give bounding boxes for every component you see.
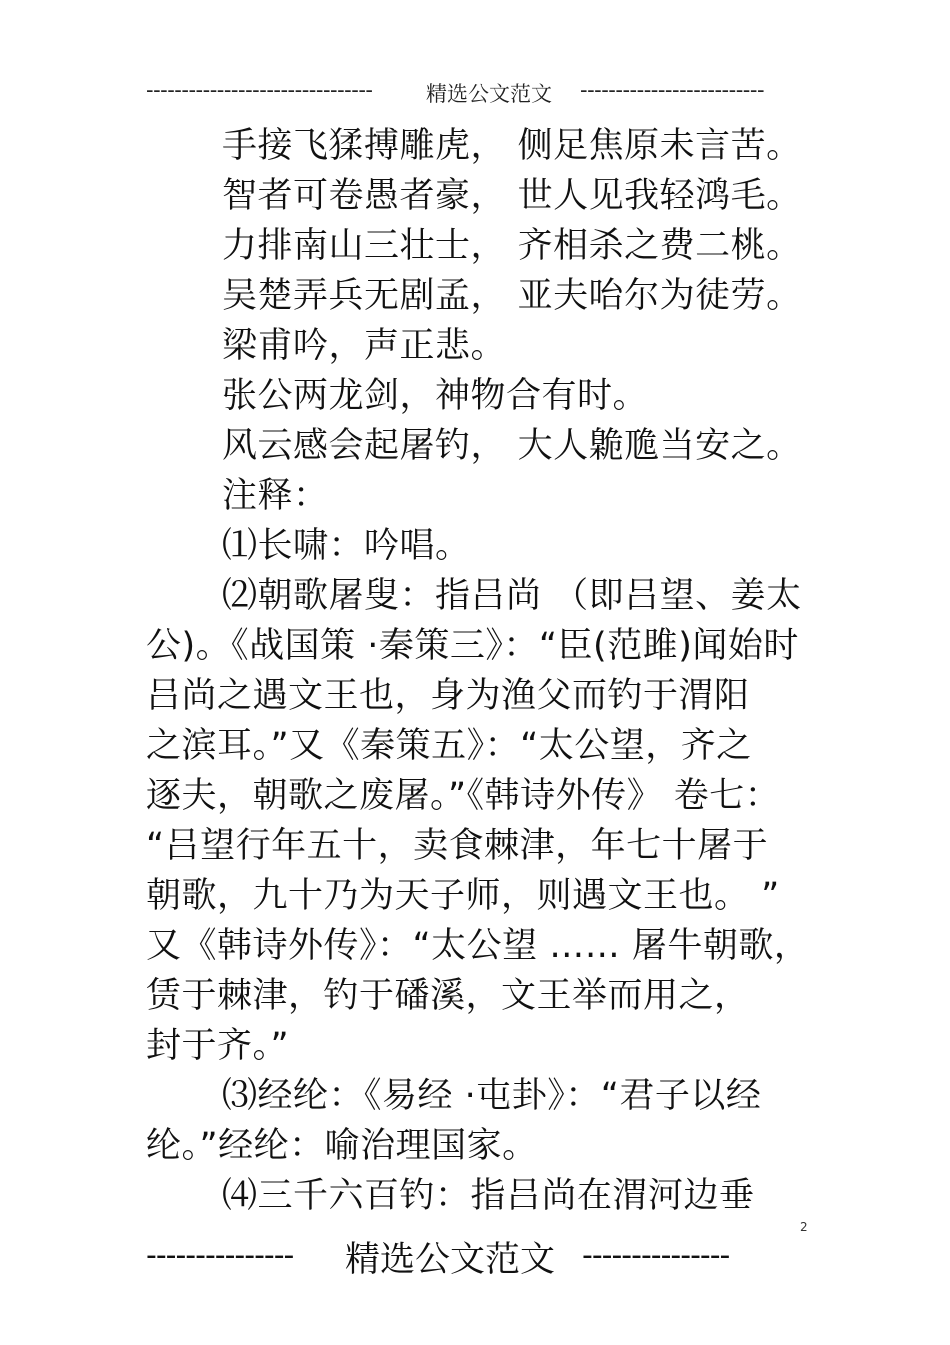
note-2-line: ⑵朝歌屠叟：指吕尚 （即吕望、姜太 — [222, 576, 802, 616]
header-title: 精选公文范文 — [426, 82, 552, 106]
note-2-line: 又《韩诗外传》：“太公望 …… 屠牛朝歌， — [146, 926, 810, 966]
footer-dashes-left: --------------- — [146, 1238, 294, 1273]
poem-line: 手接飞猱搏雕虎， 侧足焦原未言苦。 — [222, 126, 802, 166]
note-2-line: 逐夫，朝歌之废屠。”《韩诗外传》 卷七： — [146, 776, 781, 816]
header-dashes-right: -------------------------- — [580, 78, 765, 102]
poem-line: 梁甫吟，声正悲。 — [222, 326, 507, 366]
note-2-line: 朝歌，九十乃为天子师，则遇文王也。 ” — [146, 876, 780, 916]
poem-line: 智者可卷愚者豪， 世人见我轻鸿毛。 — [222, 176, 802, 216]
page-footer — [0, 1232, 950, 1280]
poem-line: 风云感会起屠钓， 大人臲卼当安之。 — [222, 426, 802, 466]
note-4-line: ⑷三千六百钓：指吕尚在渭河边垂 — [222, 1176, 755, 1216]
note-2-line: 之滨耳。”又《秦策五》：“太公望，齐之 — [146, 726, 752, 766]
page-header — [0, 78, 950, 108]
page-number: 2 — [800, 1220, 808, 1234]
note-3-line: ⑶经纶：《易经 ·屯卦》：“君子以经 — [222, 1076, 762, 1116]
note-3-line: 纶。”经纶：喻治理国家。 — [146, 1126, 538, 1166]
notes-heading: 注释： — [222, 476, 329, 516]
poem-line: 力排南山三壮士， 齐相杀之费二桃。 — [222, 226, 802, 266]
note-2-line: 吕尚之遇文王也，身为渔父而钓于渭阳 — [146, 676, 750, 716]
note-2-line: “吕望行年五十，卖食棘津，年七十屠于 — [146, 826, 769, 866]
header-dashes-left: -------------------------------- — [146, 78, 373, 102]
footer-title: 精选公文范文 — [345, 1240, 556, 1280]
note-2-line: 封于齐。” — [146, 1026, 290, 1066]
poem-line: 吴楚弄兵无剧孟， 亚夫咍尔为徒劳。 — [222, 276, 802, 316]
note-2-line: 赁于棘津，钓于磻溪，文王举而用之， — [146, 976, 750, 1016]
footer-dashes-right: --------------- — [582, 1238, 730, 1273]
note-2-line: 公)。《战国策 ·秦策三》：“臣(范雎)闻始时 — [146, 626, 799, 666]
poem-line: 张公两龙剑，神物合有时。 — [222, 376, 649, 416]
note-1: ⑴长啸：吟唱。 — [222, 526, 471, 566]
